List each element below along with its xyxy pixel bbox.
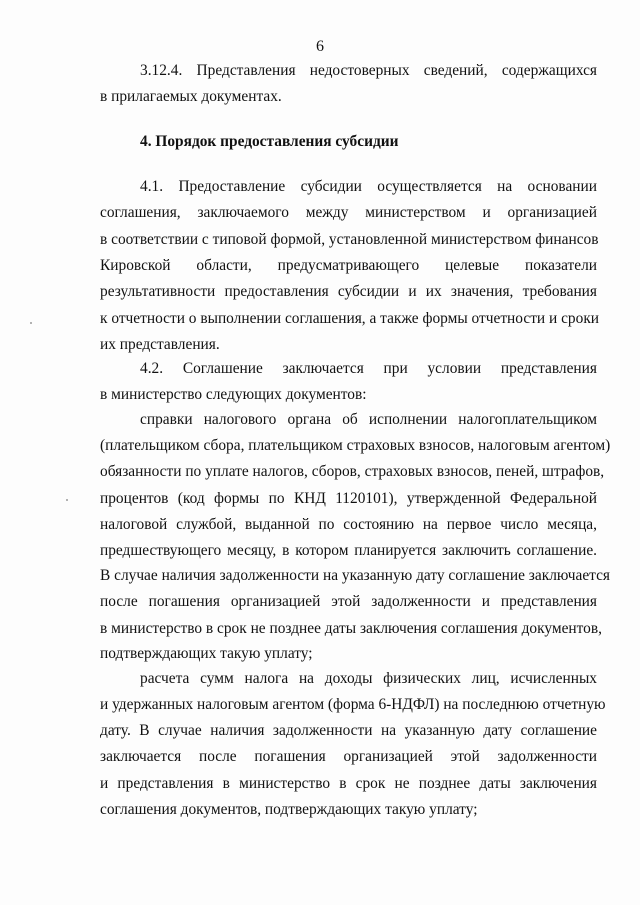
text-line: процентов (код формы по КНД 1120101), утвержденной Федеральной — [100, 490, 597, 507]
text-line: 4.1. Предоставление субсидии осуществляется на основании — [140, 178, 597, 195]
section-heading: 4. Порядок предоставления субсидии — [140, 133, 399, 150]
scan-speck — [30, 322, 32, 324]
text-line: предшествующего месяцу, в котором планируется заключить соглашение. — [100, 542, 597, 559]
text-line: и представления в министерство в срок не позднее даты заключения — [100, 775, 597, 792]
text-line: в прилагаемых документах. — [100, 88, 282, 105]
text-line: результативности предоставления субсидии и их значения, требования — [100, 283, 597, 300]
text-line: соглашения, заключаемого между министерством и организацией — [100, 204, 597, 221]
text-line: справки налогового органа об исполнении налогоплательщиком — [140, 411, 597, 428]
text-line: их представления. — [100, 336, 220, 353]
text-line: налоговой службой, выданной по состоянию на первое число месяца, — [100, 516, 597, 533]
text-line: расчета сумм налога на доходы физических лиц, исчисленных — [140, 670, 597, 687]
text-line: (плательщиком сбора, плательщиком страховых взносов, налоговым агентом) — [100, 437, 611, 454]
text-line: 3.12.4. Представления недостоверных сведений, содержащихся — [140, 62, 597, 79]
text-line: В случае наличия задолженности на указанную дату соглашение заключается — [100, 567, 611, 584]
text-line: в соответствии с типовой формой, установленной министерством финансов — [100, 231, 599, 248]
text-line: после погашения организацией этой задолженности и представления — [100, 593, 597, 610]
scan-speck — [66, 499, 68, 501]
page-number: 6 — [316, 38, 324, 55]
text-line: к отчетности о выполнении соглашения, а также формы отчетности и сроки — [100, 310, 600, 327]
text-line: соглашения документов, подтверждающих такую уплату; — [100, 801, 478, 818]
text-line: заключается после погашения организацией этой задолженности — [100, 748, 597, 765]
text-line: подтверждающих такую уплату; — [100, 645, 313, 662]
text-line: и удержанных налоговым агентом (форма 6-НДФЛ) на последнюю отчетную — [100, 696, 606, 713]
text-line: в министерство следующих документов: — [100, 386, 367, 403]
text-line: Кировской области, предусматривающего целевые показатели — [100, 257, 597, 274]
text-line: обязанности по уплате налогов, сборов, страховых взносов, пеней, штрафов, — [100, 463, 605, 480]
text-line: 4.2. Соглашение заключается при условии представления — [140, 360, 597, 377]
text-line: дату. В случае наличия задолженности на указанную дату соглашение — [100, 722, 597, 739]
text-line: в министерство в срок не позднее даты заключения соглашения документов, — [100, 620, 602, 637]
